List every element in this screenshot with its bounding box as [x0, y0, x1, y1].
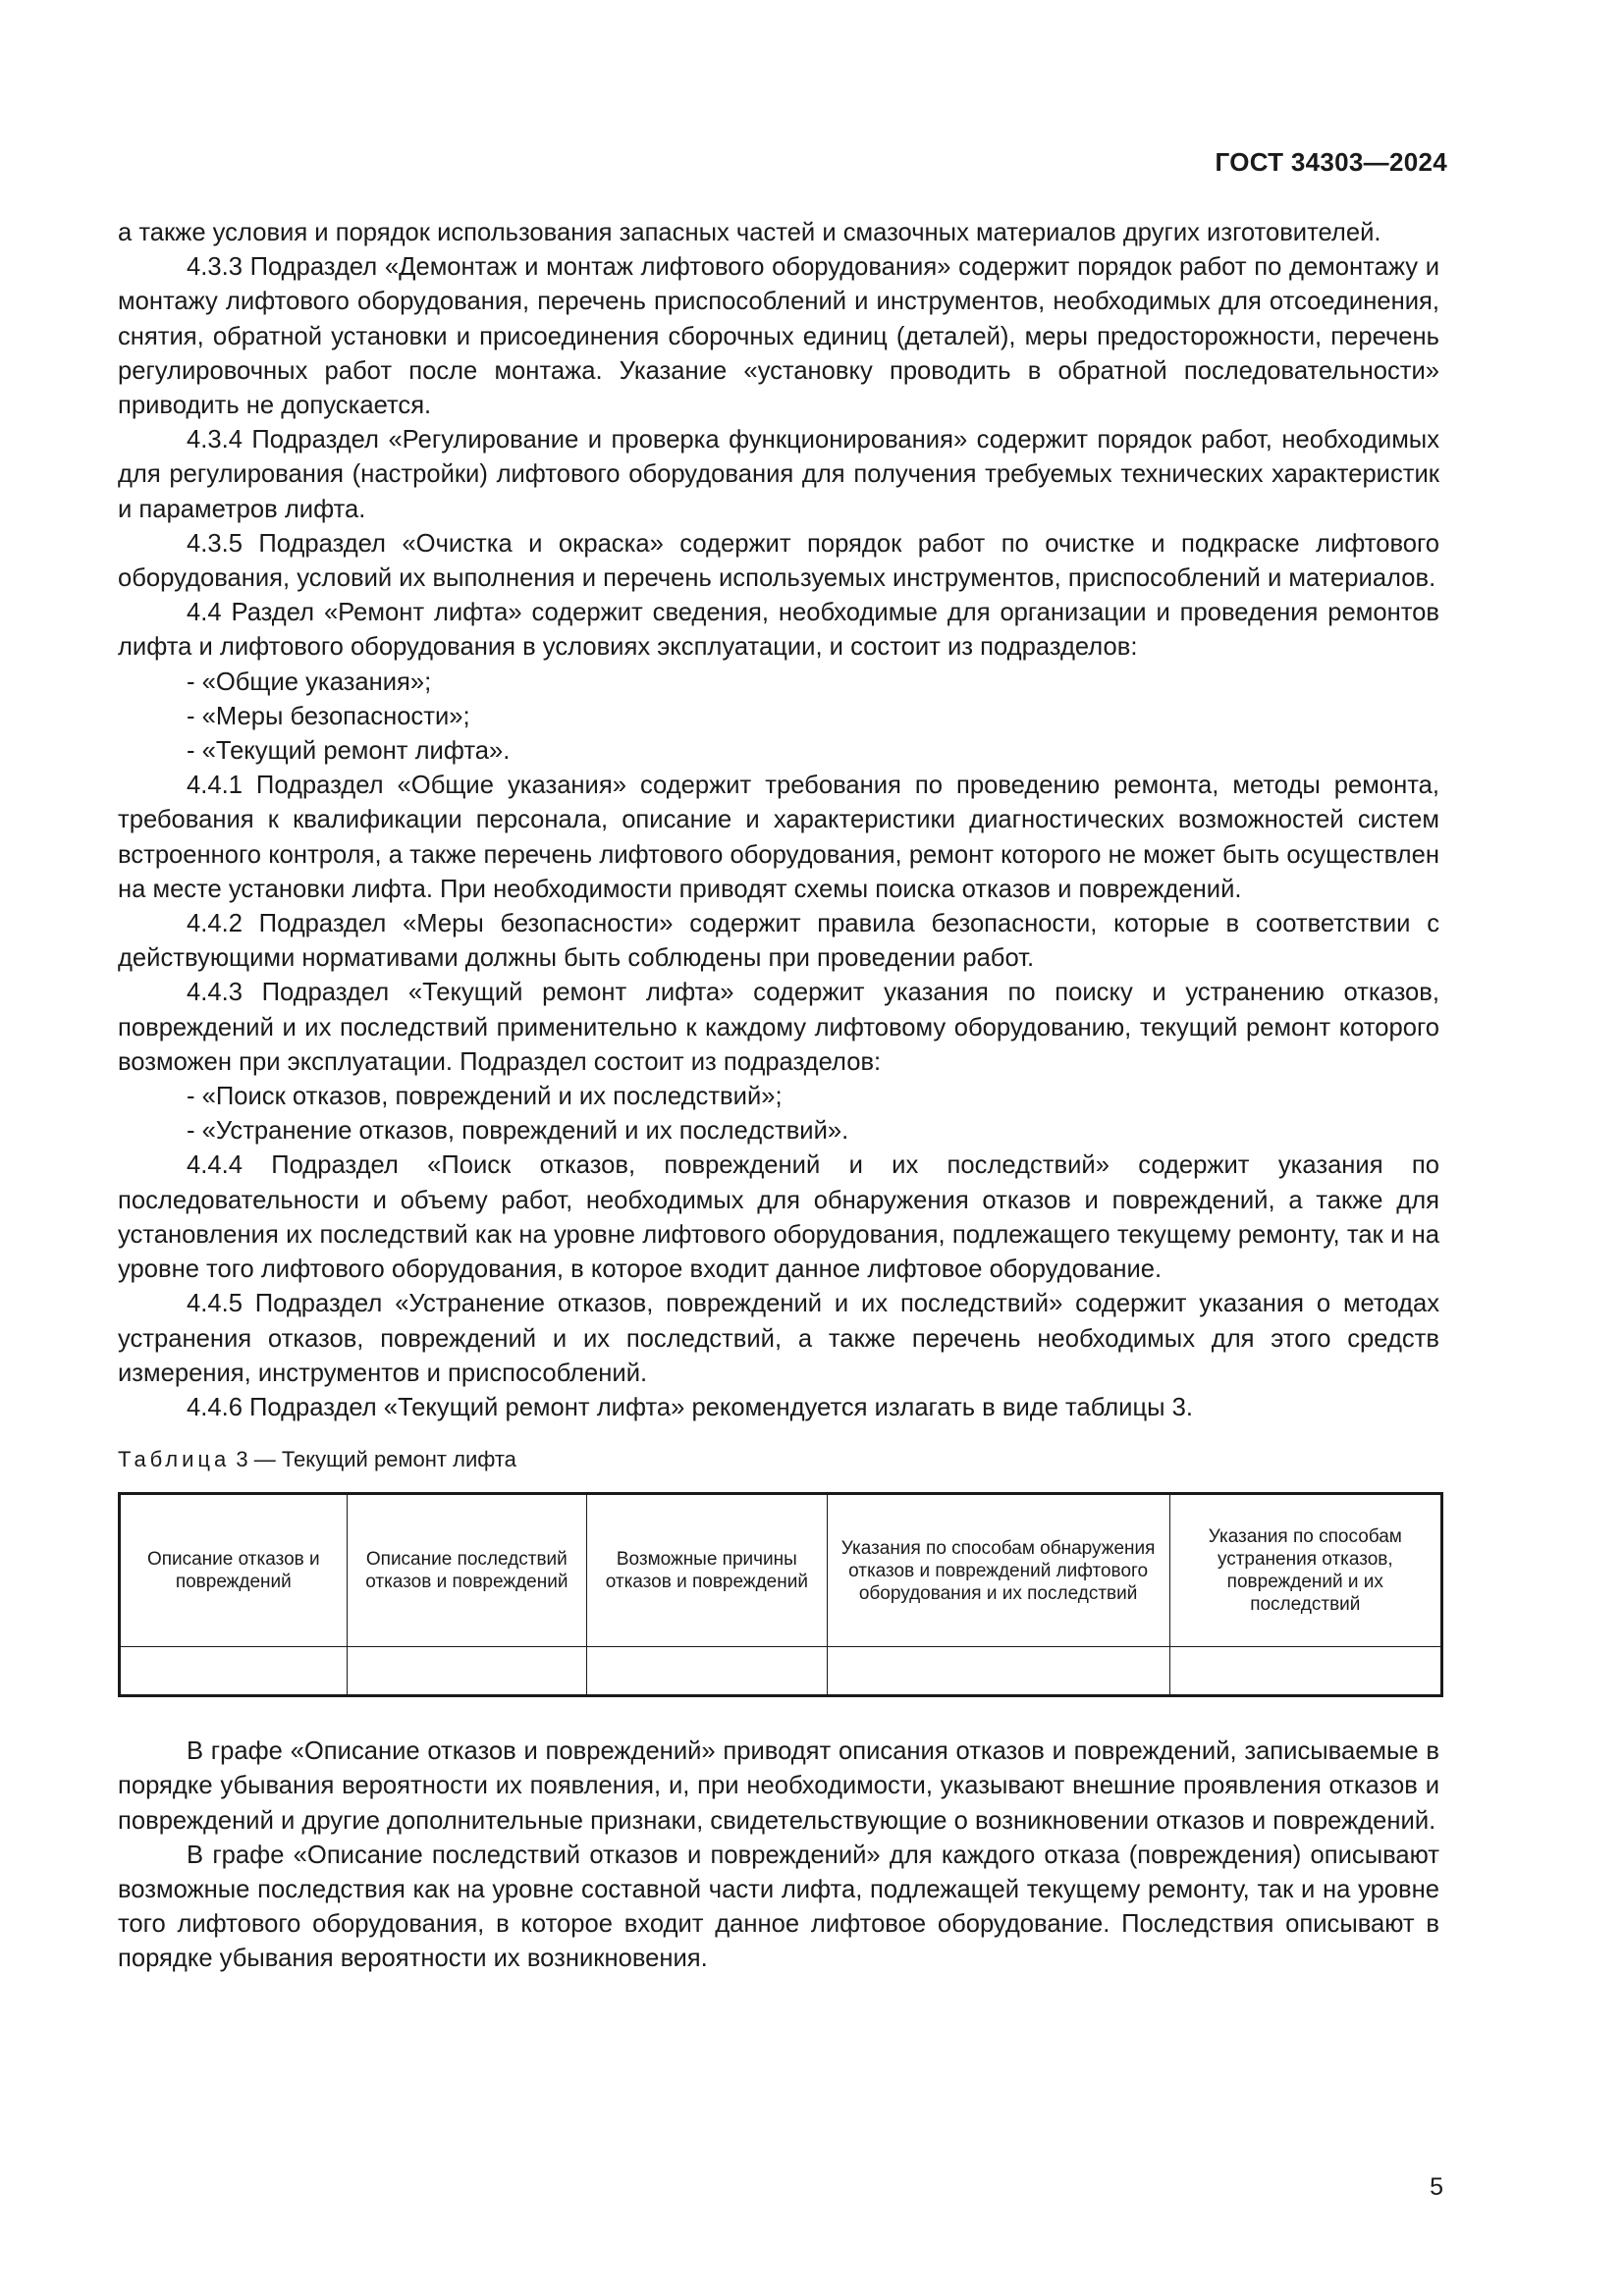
table-header-cell: Описание последствий отказов и повреждений [347, 1494, 587, 1647]
paragraph-4-3-5: 4.3.5 Подраздел «Очистка и окраска» содержит порядок работ по очистке и подкраске лифтового оборудования, условий их выполнения и перечень используемых инструментов, приспособлений и материалов. [118, 529, 1439, 593]
paragraph-column-1-note: В графе «Описание отказов и повреждений» приводят описания отказов и повреждений, записываемые в порядке убывания вероятности их появления, и, при необходимости, указывают внешние проявления отказов и повреждений и другие дополнительные признаки, свидетельствующие о возникновении отказов и повреждений. [118, 1737, 1439, 1835]
document-body [118, 216, 1439, 1977]
table-header-cell: Указания по способам обнаружения отказов и повреждений лифтового оборудования и их последствий [827, 1494, 1169, 1647]
paragraph-4-4-6: 4.4.6 Подраздел «Текущий ремонт лифта» рекомендуется излагать в виде таблицы 3. [187, 1393, 1193, 1421]
table-header-cell: Описание отказов и повреждений [120, 1494, 348, 1647]
paragraph-column-2-note: В графе «Описание последствий отказов и повреждений» для каждого отказа (повреждения) описывают возможные последствия как на уровне составной части лифта, подлежащей текущему ремонту, так и на уровне того лифтового оборудования, в которое входит данное лифтовое оборудование. Последствия описывают в порядке убывания вероятности их возникновения. [118, 1841, 1439, 1973]
list-item: - «Текущий ремонт лифта». [187, 737, 511, 766]
paragraph-continuation: а также условия и порядок использования запасных частей и смазочных материалов других изготовителей. [118, 219, 1381, 246]
list-item: - «Устранение отказов, повреждений и их последствий». [187, 1117, 849, 1146]
repair-table [118, 1492, 1443, 1697]
paragraph-4-4: 4.4 Раздел «Ремонт лифта» содержит сведения, необходимые для организации и проведения ремонтов лифта и лифтового оборудования в условиях эксплуатации, и состоит из подразделов: [118, 599, 1439, 662]
paragraph-4-3-3: 4.3.3 Подраздел «Демонтаж и монтаж лифтового оборудования» содержит порядок работ по демонтажу и монтажу лифтового оборудования, перечень приспособлений и инструментов, необходимых для отсоединения, снятия, обратной установки и присоединения сборочных единиц (деталей), меры предосторожности, перечень регулировочных работ после монтажа. Указание «установку проводить в обратной последовательности» приводить не допускается. [118, 253, 1439, 420]
table-cell [347, 1647, 587, 1696]
paragraph-4-4-3: 4.4.3 Подраздел «Текущий ремонт лифта» содержит указания по поиску и устранению отказов, повреждений и их последствий применительно к каждому лифтовому оборудованию, текущий ремонт которого возможен при эксплуатации. Подраздел состоит из подразделов: [118, 979, 1439, 1076]
paragraph-4-4-1: 4.4.1 Подраздел «Общие указания» содержит требования по проведению ремонта, методы ремонта, требования к квалификации персонала, описание и характеристики диагностических возможностей систем встроенного контроля, а также перечень лифтового оборудования, ремонт которого не может быть осуществлен на месте установки лифта. При необходимости приводят схемы поиска отказов и повреждений. [118, 772, 1439, 903]
paragraph-4-4-2: 4.4.2 Подраздел «Меры безопасности» содержит правила безопасности, которые в соответствии с действующими нормативами должны быть соблюдены при проведении работ. [118, 910, 1439, 973]
table-cell [827, 1647, 1169, 1696]
table-cell [1169, 1647, 1441, 1696]
table-header-cell: Указания по способам устранения отказов, повреждений и их последствий [1169, 1494, 1441, 1647]
paragraph-4-3-4: 4.3.4 Подраздел «Регулирование и проверка функционирования» содержит порядок работ, необходимых для регулирования (настройки) лифтового оборудования для получения требуемых технических характеристик и параметров лифта. [118, 426, 1439, 523]
table-caption-title: 3 — Текущий ремонт лифта [230, 1447, 516, 1472]
list-item: - «Общие указания»; [187, 667, 432, 696]
table-cell [587, 1647, 828, 1696]
list-item: - «Меры безопасности»; [187, 702, 470, 730]
table-cell [120, 1647, 348, 1696]
page-number: 5 [1430, 2173, 1443, 2201]
table-row [120, 1647, 1442, 1696]
paragraph-4-4-5: 4.4.5 Подраздел «Устранение отказов, повреждений и их последствий» содержит указания о методах устранения отказов, повреждений и их последствий, а также перечень необходимых для этого средств измерения, инструментов и приспособлений. [118, 1290, 1439, 1387]
paragraph-4-4-4: 4.4.4 Подраздел «Поиск отказов, повреждений и их последствий» содержит указания по последовательности и объему работ, необходимых для обнаружения отказов и повреждений, а также для установления их последствий как на уровне лифтового оборудования, подлежащего текущему ремонту, так и на уровне того лифтового оборудования, в которое входит данное лифтовое оборудование. [118, 1151, 1439, 1284]
document-code: ГОСТ 34303—2024 [1215, 147, 1447, 177]
table-caption-word: Таблица [118, 1447, 231, 1472]
table-caption [118, 1445, 1439, 1474]
table-header-cell: Возможные причины отказов и повреждений [587, 1494, 828, 1647]
list-item: - «Поиск отказов, повреждений и их последствий»; [187, 1083, 783, 1111]
table-header-row [120, 1494, 1442, 1647]
